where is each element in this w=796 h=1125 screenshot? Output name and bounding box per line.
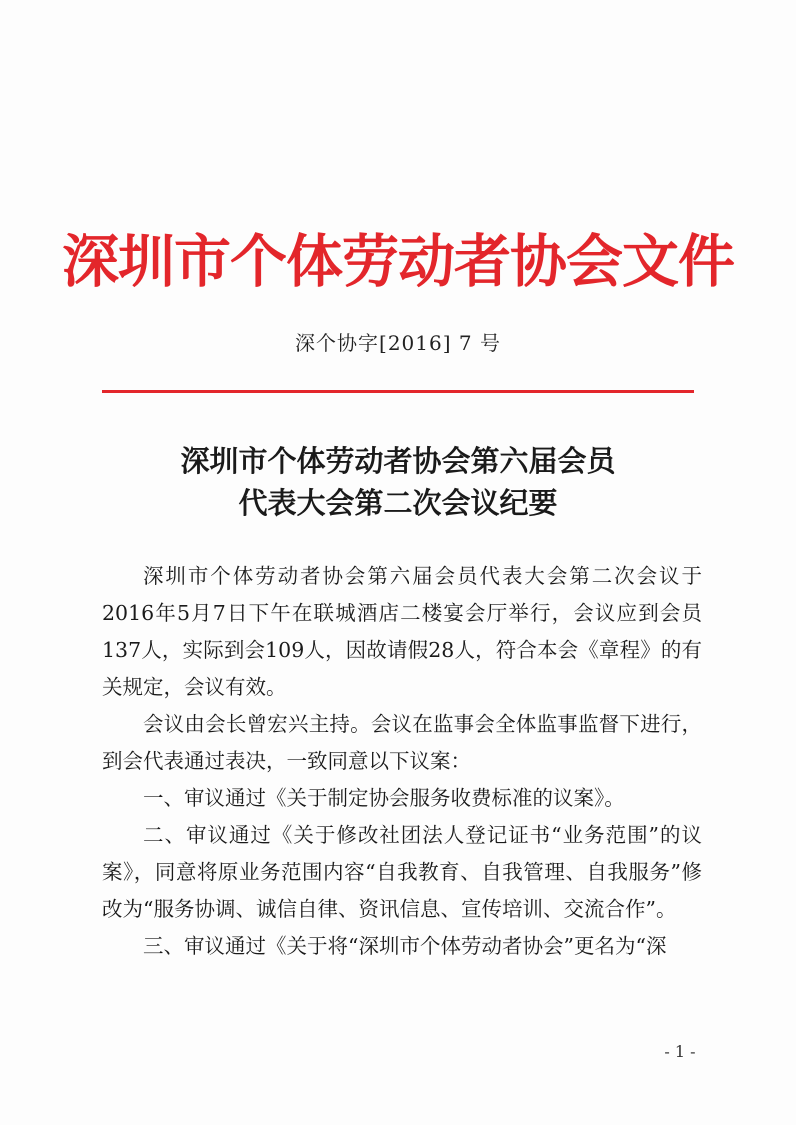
document-number: 深个协字[2016] 7 号 <box>295 331 501 355</box>
paragraph-meeting-info: 深圳市个体劳动者协会第六届会员代表大会第二次会议于2016年5月7日下午在联城酒店二楼宴会厅举行，会议应到会员137人，实际到会109人，因故请假28人，符合本会《章程》的有关规定，会议有效。 <box>102 564 702 699</box>
heading-line-1: 深圳市个体劳动者协会第六届会员 <box>180 444 616 478</box>
page-number: - 1 - <box>664 1042 696 1061</box>
paragraph-resolution-2: 二、审议通过《关于修改社团法人登记证书“业务范围”的议案》，同意将原业务范围内容“自我教育、自我管理、自我服务”修改为“服务协调、诚信自律、资讯信息、宣传培训、交流合作”。 <box>102 823 702 921</box>
paragraph-chair: 会议由会长曾宏兴主持。会议在监事会全体监事监督下进行，到会代表通过表决，一致同意以下议案： <box>102 712 702 773</box>
paragraph-resolution-3: 三、审议通过《关于将“深圳市个体劳动者协会”更名为“深 <box>143 934 667 958</box>
document-body <box>102 558 702 965</box>
paragraph-resolution-1: 一、审议通过《关于制定协会服务收费标准的议案》。 <box>143 786 625 810</box>
letterhead-red-rule <box>102 390 694 393</box>
letterhead-title: 深圳市个体劳动者协会文件 <box>62 228 734 295</box>
document-heading <box>0 440 796 524</box>
heading-line-2: 代表大会第二次会议纪要 <box>238 486 558 520</box>
